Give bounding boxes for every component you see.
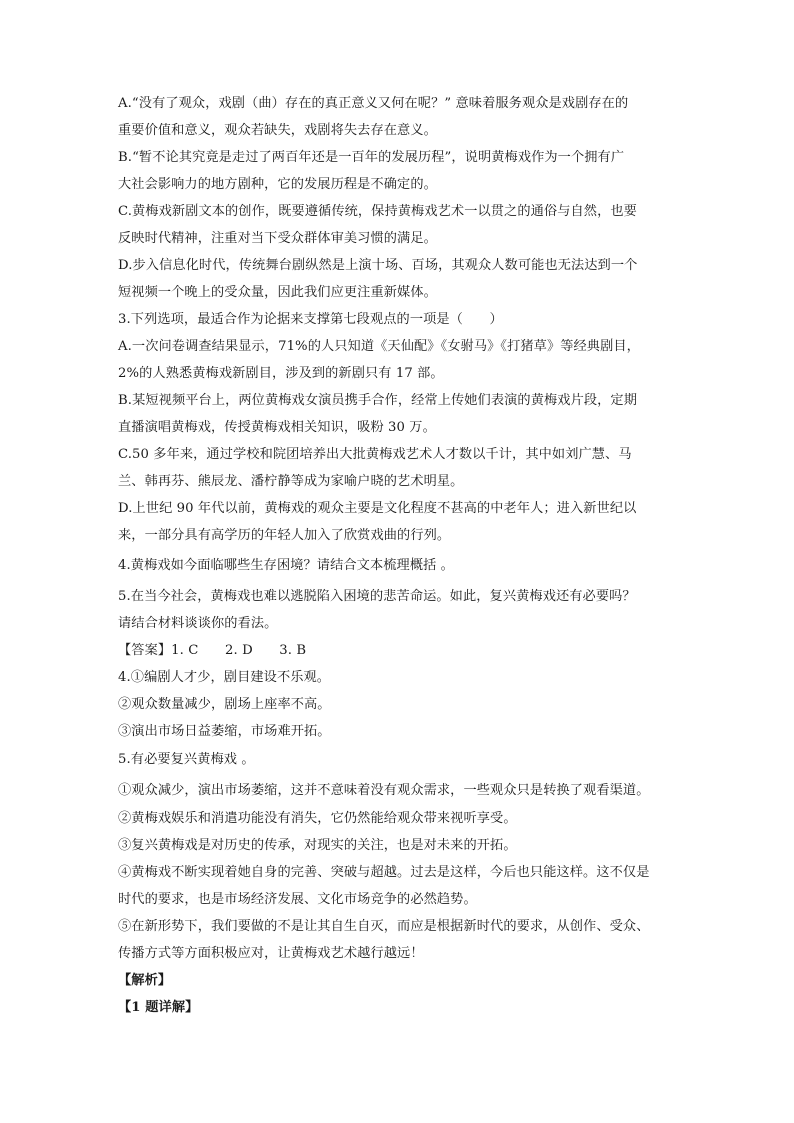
text-line: 2%的人熟悉黄梅戏新剧目，涉及到的新剧只有 17 部。	[118, 366, 444, 381]
text-line: B.“暂不论其究竟是走过了两百年还是一百年的发展历程”，说明黄梅戏作为一个拥有广	[118, 150, 625, 165]
text-line: 时代的要求，也是市场经济发展、文化市场竞争的必然趋势。	[118, 892, 477, 907]
text-line: 大社会影响力的地方剧种，它的发展历程是不确定的。	[118, 177, 437, 192]
text-line: ③演出市场日益萎缩，市场难开拓。	[118, 724, 331, 739]
analysis-heading: 【解析】	[118, 973, 172, 988]
text-line: D.上世纪 90 年代以前，黄梅戏的观众主要是文化程度不甚高的中老年人；进入新世纪以	[118, 501, 637, 516]
text-line: 来，一部分具有高学历的年轻人加入了欣赏戏曲的行列。	[118, 528, 451, 543]
text-line: ③复兴黄梅戏是对历史的传承，对现实的关注，也是对未来的开拓。	[118, 838, 517, 853]
text-line: 重要价值和意义，观众若缺失，戏剧将失去存在意义。	[118, 123, 437, 138]
text-line: ②观众数量减少，剧场上座率不高。	[118, 697, 331, 712]
text-line: 4.①编剧人才少，剧目建设不乐观。	[118, 670, 331, 685]
question-5-line: 5.在当今社会，黄梅戏也难以逃脱陷入困境的悲苦命运。如此，复兴黄梅戏还有必要吗？	[118, 589, 636, 604]
text-line: C.黄梅戏新剧文本的创作，既要遵循传统，保持黄梅戏艺术一以贯之的通俗与自然，也要	[118, 204, 637, 219]
text-line: 短视频一个晚上的受众量，因此我们应更注重新媒体。	[118, 285, 437, 300]
text-line: 反映时代精神，注重对当下受众群体审美习惯的满足。	[118, 231, 437, 246]
text-line: A.一次问卷调查结果显示，71%的人只知道《天仙配》《女驸马》《打猪草》等经典剧目，	[118, 339, 640, 354]
text-line: 传播方式等方面积极应对，让黄梅戏艺术越行越远！	[118, 946, 424, 961]
text-line: C.50 多年来，通过学校和院团培养出大批黄梅戏艺术人才数以千计，其中如刘广慧、马	[118, 447, 632, 462]
answer-line: 【答案】1. C 2. D 3. B	[118, 643, 307, 658]
question-3-line: 3.下列选项，最适合作为论据来支撑第七段观点的一项是（ ）	[118, 312, 503, 327]
text-line: ⑤在新形势下，我们要做的不是让其自生自灭，而应是根据新时代的要求，从创作、受众、	[118, 919, 650, 934]
text-line: 直播演唱黄梅戏，传授黄梅戏相关知识，吸粉 30 万。	[118, 420, 436, 435]
text-line: ②黄梅戏娱乐和消遣功能没有消失，它仍然能给观众带来视听享受。	[118, 811, 517, 826]
text-line: 请结合材料谈谈你的看法。	[118, 616, 278, 631]
text-line: ④黄梅戏不断实现着她自身的完善、突破与超越。过去是这样，今后也只能这样。这不仅是	[118, 865, 650, 880]
question-4-line: 4.黄梅戏如今面临哪些生存困境？请结合文本梳理概括 。	[118, 558, 454, 573]
text-line: D.步入信息化时代，传统舞台剧纵然是上演十场、百场，其观众人数可能也无法达到一个	[118, 258, 638, 273]
text-line: 5.有必要复兴黄梅戏 。	[118, 752, 255, 767]
text-line: B.某短视频平台上，两位黄梅戏女演员携手合作，经常上传她们表演的黄梅戏片段，定期	[118, 393, 638, 408]
text-line: 兰、韩再芬、熊辰龙、潘柠静等成为家喻户晓的艺术明星。	[118, 474, 464, 489]
text-line: A.“没有了观众，戏剧（曲）存在的真正意义又何在呢？” 意味着服务观众是戏剧存在的	[118, 96, 629, 111]
text-line: ①观众减少，演出市场萎缩，这并不意味着没有观众需求，一些观众只是转换了观看渠道。	[118, 783, 650, 798]
detail-heading: 【1 题详解】	[118, 1000, 199, 1015]
